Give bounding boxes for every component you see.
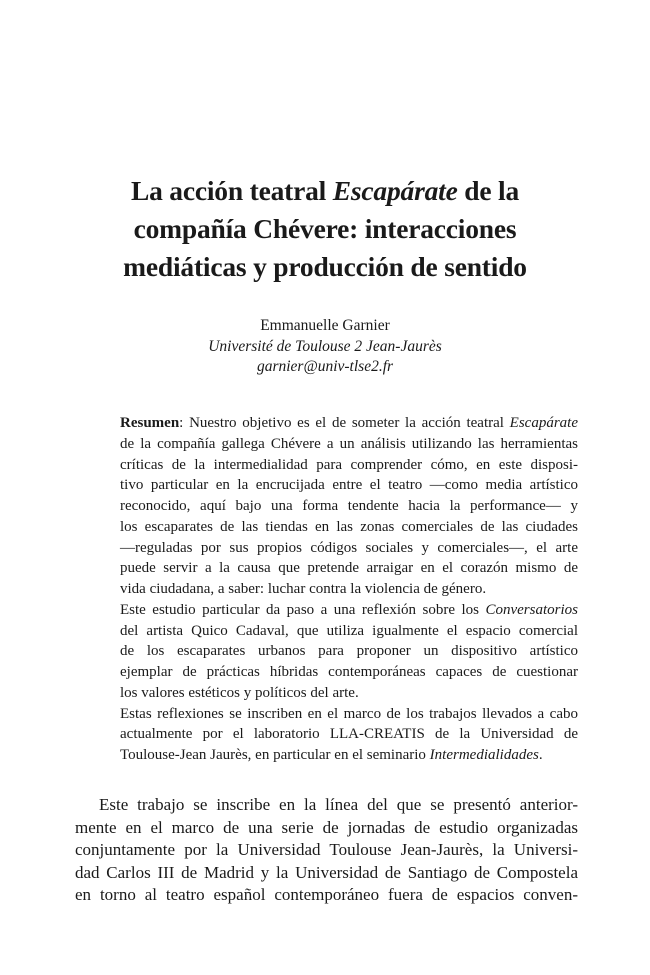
abstract-line: Estas reflexiones se inscriben en el marco de los trabajos llevados a cabo [120, 705, 578, 722]
body-line: dad Carlos III de Madrid y la Universidad de Santiago de Compostela [75, 862, 578, 882]
author-block [150, 316, 500, 378]
body-text [75, 794, 578, 907]
title-line-2: compañía Chévere: interacciones [133, 213, 517, 244]
abstract-line: vida ciudadana, a saber: luchar contra la violencia de género. [120, 581, 487, 597]
abstract-italic-text: Escapárate [509, 415, 578, 431]
abstract-italic-text: Conversatorios [485, 601, 578, 618]
abstract-line: del artista Quico Cadaval, que utiliza igualmente el espacio comercial [120, 622, 578, 639]
abstract-line: —reguladas por sus propios códigos sociales y comerciales—, el arte [120, 539, 578, 556]
author-affiliation: Université de Toulouse 2 Jean-Jaurès [208, 337, 442, 355]
abstract-line: de la compañía gallega Chévere a un análisis utilizando las herramientas [120, 435, 578, 452]
abstract-line: tivo particular en la encrucijada entre el teatro —como media artístico [120, 477, 578, 494]
abstract-italic-text: Intermedialidades [429, 747, 539, 763]
body-line: en torno al teatro español contemporáneo fuera de espacios conven- [75, 885, 578, 904]
abstract-line: Resumen: Nuestro objetivo es el de someter la acción teatral Escapárate [120, 415, 578, 431]
body-line: conjuntamente por la Universidad Toulouse Jean-Jaurès, la Universi- [75, 840, 578, 859]
title-line-3: mediáticas y producción de sentido [123, 251, 527, 282]
title-line-1 [80, 172, 570, 210]
abstract-line: reconocido, aquí bajo una forma tendente hacia la performance— y [120, 498, 578, 514]
body-line: Este trabajo se inscribe en la línea del que se presentó anterior- [99, 795, 578, 814]
author-email: garnier@univ-tlse2.fr [256, 358, 394, 375]
abstract-label: Resumen [120, 415, 180, 431]
abstract-line: los valores estéticos y políticos del arte. [120, 684, 359, 701]
abstract-line: ejemplar de prácticas híbridas contemporáneas capaces de cuestionar [120, 664, 578, 680]
abstract-line: críticas de la intermedialidad para comprender cómo, en este disposi- [120, 456, 578, 473]
author-name: Emmanuelle Garnier [260, 317, 390, 334]
body-line: mente en el marco de una serie de jornadas de estudio organizadas [75, 817, 578, 837]
abstract [120, 413, 578, 766]
abstract-line: los escaparates de las tiendas en las zonas comerciales de las ciudades [120, 518, 578, 535]
abstract-line: Toulouse-Jean Jaurès, en particular en el seminario Intermedialidades. [120, 747, 543, 763]
title-italic-text: Escapárate [332, 175, 458, 206]
article-title [80, 172, 570, 286]
title-text: de la [457, 175, 520, 206]
abstract-line: actualmente por el laboratorio LLA-CREATIS de la Universidad de [120, 726, 578, 743]
abstract-line: de los escaparates urbanos para proponer un dispositivo artístico [120, 643, 578, 660]
abstract-line: Este estudio particular da paso a una reflexión sobre los Conversatorios [120, 601, 578, 618]
title-text: La acción teatral [130, 175, 333, 206]
abstract-line: puede servir a la causa que pretende arraigar en el corazón mismo de [120, 560, 578, 577]
